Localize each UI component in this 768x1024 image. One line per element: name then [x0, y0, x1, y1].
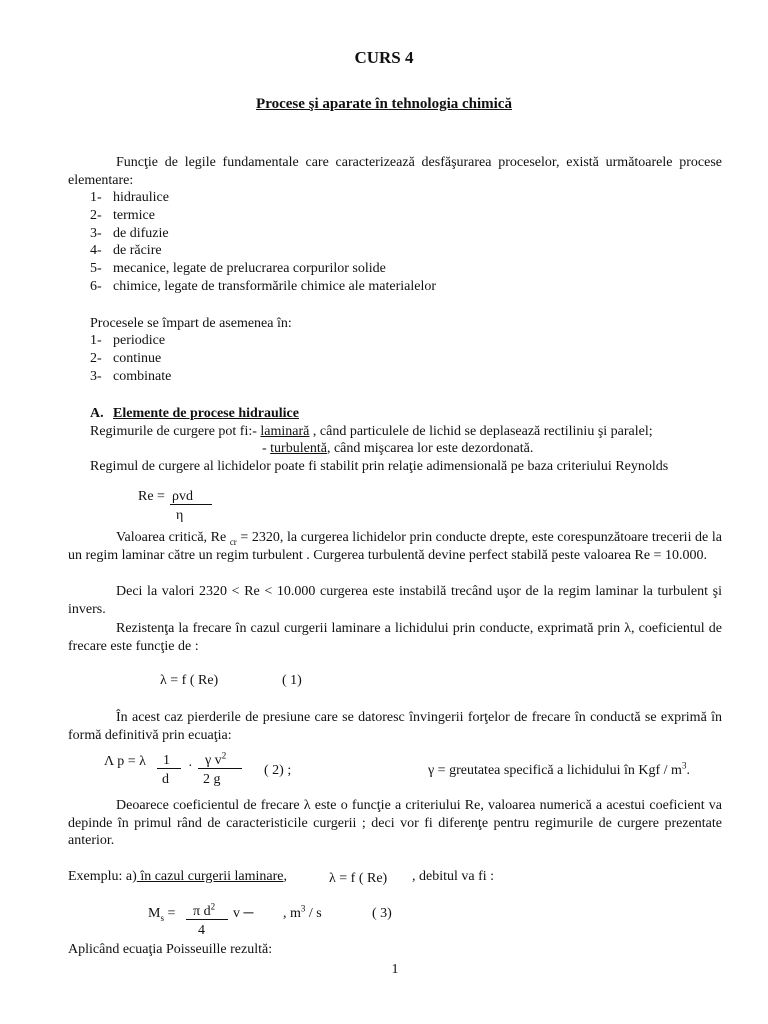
reynolds-line: Regimul de curgere al lichidelor poate fi stabilit prin relaţie adimensională pe baza criteriului Reynolds [90, 459, 669, 474]
intro-paragraph: Funcţie de legile fundamentale care caracterizează desfăşurarea proceselor, există următoarele procese elementare: [68, 155, 722, 188]
equation-3-lhs: $M_s$ = [148, 906, 176, 923]
equation-2-label: ( 2) ; [264, 763, 292, 778]
equation-3-v: v ─ [233, 906, 254, 921]
equation-2-frac1-num: 1 [163, 753, 170, 768]
division-list [90, 332, 171, 385]
equation-2-frac2-num: γ $v^2$ [205, 750, 227, 768]
section-heading: A. Elemente de procese hidraulice [90, 406, 299, 421]
page-title: CURS 4 [354, 48, 414, 67]
process-list [90, 189, 436, 296]
example-line: Exemplu: a) în cazul curgerii laminare, [68, 869, 287, 884]
list-item: 1- hidraulice [90, 190, 169, 205]
critical-paragraph: Valoarea critică, Re $_{cr}$ = 2320, la curgerea lichidelor prin conducte drepte, este corespunzătoare trecerii de la un regim laminar către un regim turbulent . Curgerea turbulentă devine perfect stabilă peste valoarea Re = 10.000. [68, 530, 722, 563]
equation-3-num: π $d^2$ [193, 901, 216, 919]
regimes-line: Regimurile de curgere pot fi:- laminară , când particulele de lichid se deplasează rectiliniu şi paralel; [90, 424, 653, 439]
equation-2-frac1-bar [157, 768, 181, 769]
turbulent-line: - turbulentă, când mişcarea lor este dezordonată. [262, 441, 534, 456]
equation-2-frac2-bar [198, 768, 242, 769]
list-item: 2- termice [90, 207, 155, 223]
page-subtitle: Procese şi aparate în tehnologia chimică [256, 96, 512, 112]
list-item: 2- continue [90, 350, 162, 366]
example-suffix: , debitul va fi : [412, 869, 495, 884]
reynolds-denominator: η [176, 508, 184, 523]
equation-3-label: ( 3) [372, 906, 392, 921]
equation-2-dot: · [188, 759, 193, 774]
equation-2-lhs: Λ p = λ [104, 754, 146, 769]
pressure-paragraph: În acest caz pierderile de presiune care se datoresc învingerii forţelor de frecare în conductă se exprimă în formă definitivă prin ecuaţia: [68, 710, 722, 743]
list-item: 3- de difuzie [90, 225, 169, 241]
list-item: 1- periodice [90, 333, 166, 348]
equation-3-den: 4 [198, 923, 205, 938]
list-item: 6- chimice, legate de transformările chimice ale materialelor [90, 278, 436, 294]
equation-3-bar [186, 919, 228, 920]
instability-paragraph: Deci la valori 2320 < Re < 10.000 curgerea este instabilă trecând uşor de la regim laminar la turbulent şi invers. [68, 584, 722, 617]
friction-resistance-paragraph: Rezistenţa la frecare în cazul curgerii laminare a lichidului prin conducte, exprimată prin λ, coeficientul de frecare este funcţie de : [68, 621, 722, 654]
equation-2-frac1-den: d [162, 772, 169, 787]
equation-1-label: ( 1) [282, 673, 302, 688]
page-number: 1 [391, 962, 399, 977]
list-item: 3- combinate [90, 368, 172, 384]
list-item: 5- mecanice, legate de prelucrarea corpurilor solide [90, 261, 386, 277]
equation-1: λ = f ( Re) [160, 673, 219, 688]
division-lead: Procesele se împart de asemenea în: [90, 316, 292, 331]
example-formula: λ = f ( Re) [329, 871, 388, 886]
list-item: 4- de răcire [90, 243, 162, 259]
gamma-note: γ = greutatea specifică a lichidului în Kgf / $m^3$. [428, 760, 690, 778]
friction-paragraph: Deoarece coeficientul de frecare λ este o funcţie a criteriului Re, valoarea numerică a acestui coeficient va depinde în primul rând de caracteristicile curgerii ; deci vor fi diferenţe pentru regimurile de curgere prezentate anterior. [68, 798, 722, 849]
reynolds-numerator: ρvd [172, 489, 193, 504]
equation-2-frac2-den: 2 g [203, 772, 221, 787]
equation-3-units: , $m^3$ / s [283, 903, 322, 921]
closing-line: Aplicând ecuaţia Poisseuille rezultă: [68, 942, 273, 957]
reynolds-fraction-bar [170, 504, 212, 505]
reynolds-lhs: Re = [138, 489, 165, 504]
